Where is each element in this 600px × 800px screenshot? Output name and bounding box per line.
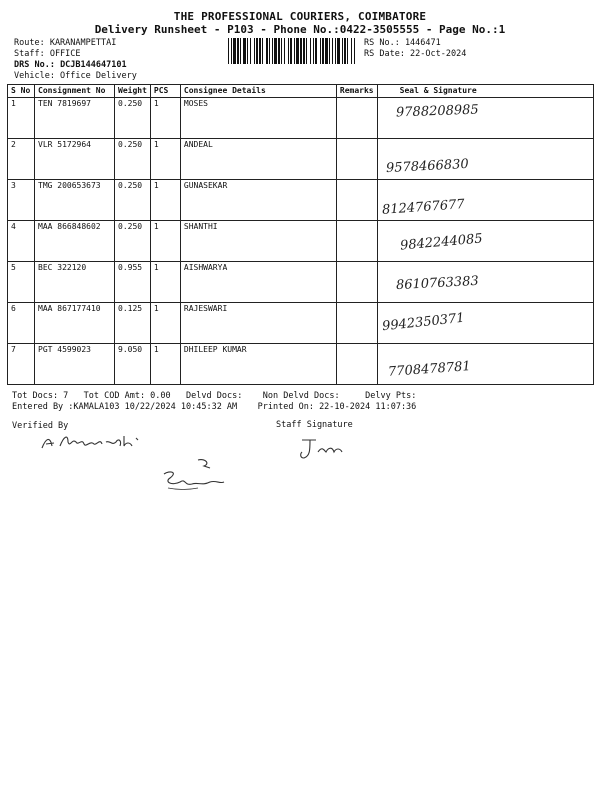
meta-right <box>364 38 466 60</box>
handwritten-phone-number: 9788208985 <box>395 102 479 121</box>
staff-signature-label: Staff Signature <box>276 420 353 430</box>
table-row <box>8 344 594 385</box>
col-header-sno: S No <box>8 85 35 98</box>
consignee-cell: ANDEAL <box>180 139 336 180</box>
weight-cell: 9.050 <box>115 344 151 385</box>
handwritten-phone-number: 9842244085 <box>399 231 483 254</box>
printed-on: Printed On: 22-10-2024 11:07:36 <box>257 402 417 412</box>
col-header-consignment: Consignment No <box>35 85 115 98</box>
runsheet-subtitle: Delivery Runsheet - P103 - Phone No.:0422-3505555 - Page No.:1 <box>94 23 506 36</box>
col-header-seal: Seal & Signature <box>377 85 593 98</box>
remarks-cell <box>336 344 377 385</box>
entered-by: Entered By :KAMALA103 10/22/2024 10:45:32 AM <box>12 402 238 412</box>
verified-signature-icon <box>38 428 148 456</box>
sno-cell: 7 <box>8 344 35 385</box>
seal-signature-cell <box>377 98 593 139</box>
remarks-cell <box>336 221 377 262</box>
staff-text: Staff: OFFICE <box>14 49 81 59</box>
weight-cell: 0.250 <box>115 139 151 180</box>
delvy-pts: Delvy Pts: <box>365 391 417 401</box>
consignee-cell: MOSES <box>180 98 336 139</box>
sno-cell: 5 <box>8 262 35 303</box>
staff-signature-icon <box>296 436 360 464</box>
table-header-row <box>8 85 594 98</box>
pcs-cell: 1 <box>150 98 180 139</box>
consignee-cell: DHILEEP KUMAR <box>180 344 336 385</box>
table-row <box>8 98 594 139</box>
vehicle-text: Vehicle: Office Delivery <box>14 71 137 81</box>
sno-cell: 4 <box>8 221 35 262</box>
rs-date: RS Date: 22-Oct-2024 <box>364 49 467 59</box>
meta-left <box>14 38 137 82</box>
pcs-cell: 1 <box>150 303 180 344</box>
weight-cell: 0.250 <box>115 98 151 139</box>
table-row <box>8 303 594 344</box>
sno-cell: 6 <box>8 303 35 344</box>
pcs-cell: 1 <box>150 262 180 303</box>
table-row <box>8 139 594 180</box>
barcode-icon <box>228 38 356 64</box>
table-row <box>8 221 594 262</box>
remarks-cell <box>336 98 377 139</box>
consignment-cell: MAA 867177410 <box>35 303 115 344</box>
company-title: THE PROFESSIONAL COURIERS, COIMBATORE <box>173 10 427 23</box>
col-header-pcs: PCS <box>150 85 180 98</box>
drs-label: DRS No.: <box>14 60 61 70</box>
seal-signature-cell <box>377 303 593 344</box>
col-header-remarks: Remarks <box>336 85 377 98</box>
delvd-docs: Delvd Docs: <box>186 391 243 401</box>
remarks-cell <box>336 180 377 221</box>
table-row <box>8 262 594 303</box>
non-delvd-docs: Non Delvd Docs: <box>262 391 340 401</box>
weight-cell: 0.955 <box>115 262 151 303</box>
pcs-cell: 1 <box>150 180 180 221</box>
handwritten-phone-number: 8610763383 <box>395 273 479 294</box>
weight-cell: 0.250 <box>115 180 151 221</box>
runsheet-table <box>7 84 594 385</box>
table-row <box>8 180 594 221</box>
seal-signature-cell <box>377 344 593 385</box>
sno-cell: 1 <box>8 98 35 139</box>
consignment-cell: MAA 866848602 <box>35 221 115 262</box>
verified-by-label: Verified By <box>12 421 69 431</box>
sno-cell: 3 <box>8 180 35 221</box>
consignment-cell: BEC 322120 <box>35 262 115 303</box>
drs-value: DCJB144647101 <box>60 60 127 70</box>
remarks-cell <box>336 303 377 344</box>
consignee-cell: RAJESWARI <box>180 303 336 344</box>
rs-number: RS No.: 1446471 <box>364 38 441 48</box>
pcs-cell: 1 <box>150 221 180 262</box>
consignee-cell: AISHWARYA <box>180 262 336 303</box>
handwritten-phone-number: 9942350371 <box>381 310 465 335</box>
seal-signature-cell <box>377 139 593 180</box>
sno-cell: 2 <box>8 139 35 180</box>
consignment-cell: TMG 200653673 <box>35 180 115 221</box>
consignee-cell: SHANTHI <box>180 221 336 262</box>
initials-signature-icon <box>158 456 230 496</box>
handwritten-phone-number: 9578466830 <box>385 156 469 177</box>
tot-cod: Tot COD Amt: 0.00 <box>83 391 171 401</box>
col-header-consignee: Consignee Details <box>180 85 336 98</box>
seal-signature-cell <box>377 221 593 262</box>
pcs-cell: 1 <box>150 344 180 385</box>
consignment-cell: VLR 5172964 <box>35 139 115 180</box>
handwritten-phone-number: 8124767677 <box>381 197 465 218</box>
totals-line <box>12 391 592 401</box>
seal-signature-cell <box>377 262 593 303</box>
remarks-cell <box>336 262 377 303</box>
remarks-cell <box>336 139 377 180</box>
drs-number <box>14 60 137 71</box>
tot-docs: Tot Docs: 7 <box>12 391 69 401</box>
seal-signature-cell <box>377 180 593 221</box>
pcs-cell: 1 <box>150 139 180 180</box>
consignment-cell: PGT 4599023 <box>35 344 115 385</box>
consignee-cell: GUNASEKAR <box>180 180 336 221</box>
route-text: Route: KARANAMPETTAI <box>14 38 117 48</box>
weight-cell: 0.125 <box>115 303 151 344</box>
weight-cell: 0.250 <box>115 221 151 262</box>
col-header-weight: Weight <box>115 85 151 98</box>
consignment-cell: TEN 7819697 <box>35 98 115 139</box>
entry-line <box>12 402 592 412</box>
handwritten-phone-number: 7708478781 <box>387 359 471 380</box>
